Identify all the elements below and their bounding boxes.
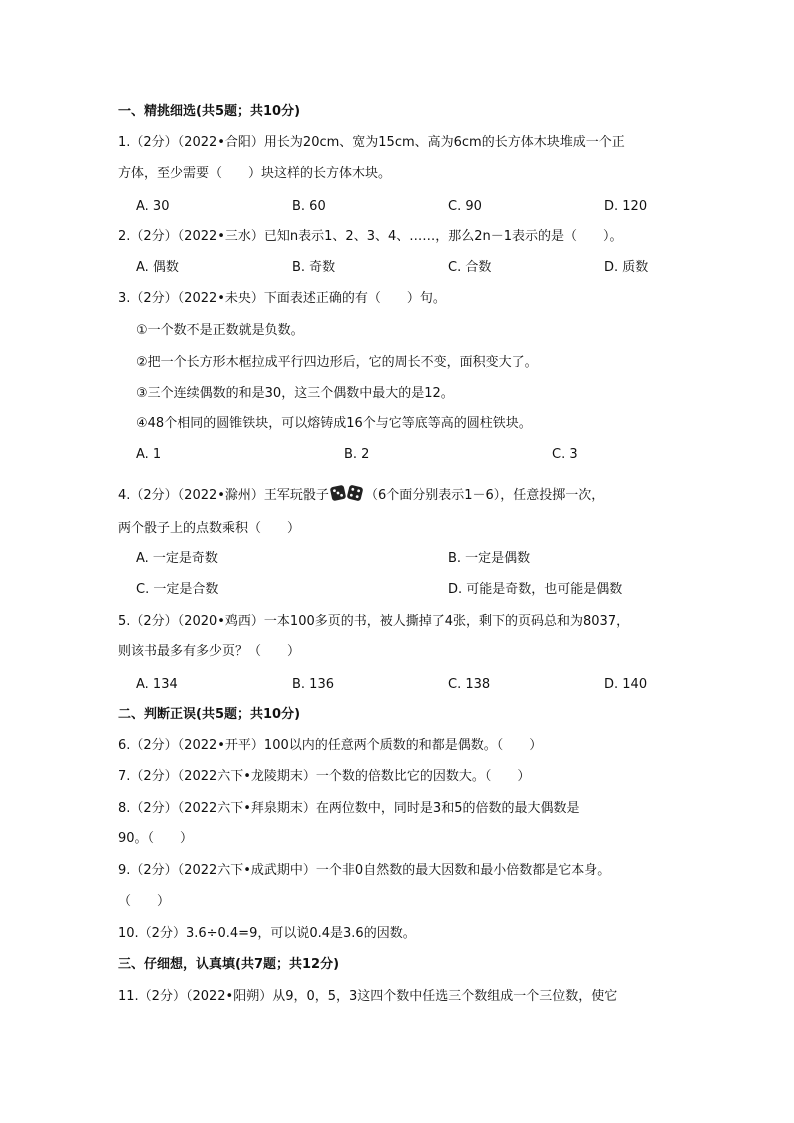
q3-option-c: C. 3 [552, 447, 578, 462]
q1-option-a: A. 30 [136, 199, 170, 214]
q2-option-c: C. 合数 [448, 260, 492, 275]
dice-icon [330, 483, 364, 509]
q3-option-b: B. 2 [344, 447, 370, 462]
q5-option-b: B. 136 [292, 677, 334, 692]
question-9-text: 9.（2分）（2022六下•成武期中）一个非0自然数的最大因数和最小倍数都是它本身。 [118, 863, 611, 878]
q3-statement-1: ①一个数不是正数就是负数。 [136, 323, 304, 338]
q4-option-a: A. 一定是奇数 [136, 551, 218, 566]
question-8-text-cont: 90。（ ） [118, 831, 194, 846]
q4-text-b: （6个面分别表示1－6），任意投掷一次， [364, 488, 605, 503]
q3-statement-4: ④48个相同的圆锥铁块，可以熔铸成16个与它等底等高的圆柱铁块。 [136, 416, 532, 431]
q3-option-a: A. 1 [136, 447, 162, 462]
question-4-text-cont: 两个骰子上的点数乘积（ ） [118, 521, 301, 536]
question-5-text: 5.（2分）（2020•鸡西）一本100多页的书，被人撕掉了4张，剩下的页码总和为8037， [118, 614, 630, 629]
q1-option-b: B. 60 [292, 199, 326, 214]
q1-option-d: D. 120 [604, 199, 648, 214]
question-1-text-cont: 方体，至少需要（ ）块这样的长方体木块。 [118, 166, 392, 181]
question-3-text: 3.（2分）（2022•未央）下面表述正确的有（ ）句。 [118, 291, 446, 306]
q2-option-b: B. 奇数 [292, 260, 336, 275]
section-title-3: 三、仔细想，认真填(共7题；共12分) [118, 957, 340, 972]
question-11-text: 11.（2分）（2022•阳朔）从9，0，5，3这四个数中任选三个数组成一个三位数，使它 [118, 989, 618, 1004]
question-7-text: 7.（2分）（2022六下•龙陵期末）一个数的倍数比它的因数大。（ ） [118, 769, 531, 784]
section-title-2: 二、判断正误(共5题；共10分) [118, 707, 301, 722]
q4-text-a: 4.（2分）（2022•滁州）王军玩骰子 [118, 488, 329, 503]
q2-option-d: D. 质数 [604, 260, 649, 275]
question-1-text: 1.（2分）（2022•合阳）用长为20cm、宽为15cm、高为6cm的长方体木块堆成一个正 [118, 135, 625, 150]
question-2-text: 2.（2分）（2022•三水）已知n表示1、2、3、4、……，那么2n－1表示的是（ ）。 [118, 229, 623, 244]
section-title-1: 一、精挑细选(共5题；共10分) [118, 104, 301, 119]
q2-option-a: A. 偶数 [136, 260, 179, 275]
q5-option-c: C. 138 [448, 677, 491, 692]
q1-option-c: C. 90 [448, 199, 482, 214]
q5-option-d: D. 140 [604, 677, 648, 692]
q3-statement-2: ②把一个长方形木框拉成平行四边形后，它的周长不变，面积变大了。 [136, 355, 538, 370]
question-6-text: 6.（2分）（2022•开平）100以内的任意两个质数的和都是偶数。（ ） [118, 738, 543, 753]
q4-option-d: D. 可能是奇数，也可能是偶数 [448, 582, 623, 597]
question-9-text-cont: （ ） [118, 894, 171, 909]
question-8-text: 8.（2分）（2022六下•拜泉期末）在两位数中，同时是3和5的倍数的最大偶数是 [118, 801, 580, 816]
question-5-text-cont: 则该书最多有多少页？（ ） [118, 644, 301, 659]
q4-option-c: C. 一定是合数 [136, 582, 219, 597]
question-4-text [118, 483, 604, 501]
q4-option-b: B. 一定是偶数 [448, 551, 531, 566]
q5-option-a: A. 134 [136, 677, 178, 692]
question-10-text: 10.（2分）3.6÷0.4=9，可以说0.4是3.6的因数。 [118, 926, 416, 941]
q3-statement-3: ③三个连续偶数的和是30，这三个偶数中最大的是12。 [136, 386, 454, 401]
